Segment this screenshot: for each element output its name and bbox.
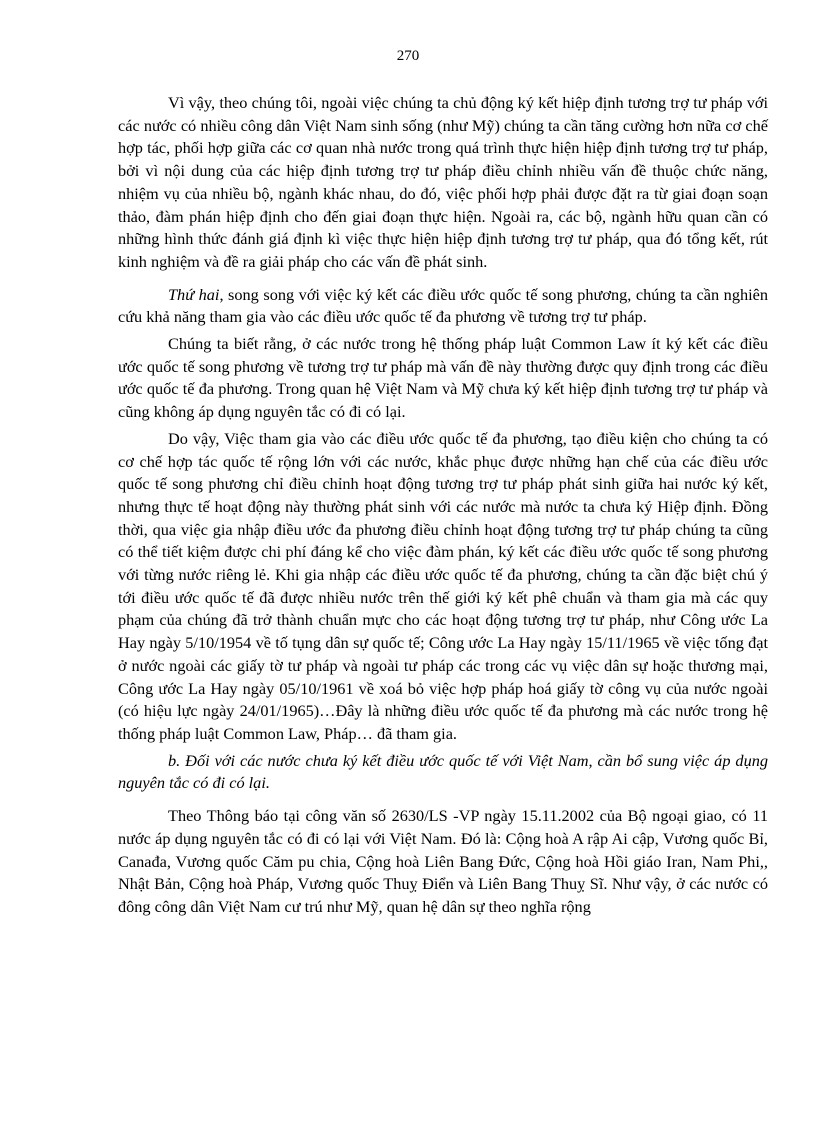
paragraph-3: Chúng ta biết rằng, ở các nước trong hệ thống pháp luật Common Law ít ký kết các điều ước quốc tế song phương về tương trợ tư pháp mà vấn đề này thường được quy định trong các điều ước quốc tế đa phương. Trong quan hệ Việt Nam và Mỹ chưa ký kết hiệp định tương trợ tư pháp và cũng không áp dụng nguyên tắc có đi có lại. (118, 334, 768, 422)
paragraph-2 (118, 284, 768, 329)
paragraph-4: Do vậy, Việc tham gia vào các điều ước quốc tế đa phương, tạo điều kiện cho chúng ta có cơ chế hợp tác quốc tế rộng lớn với các nước, khắc phục được những hạn chế của các điều ước quốc tế song phương chỉ điều chỉnh hoạt động tương trợ tư pháp phát sinh giữa hai nước ký kết, nhưng thực tế hoạt động này thường phát sinh với các nước mà nước ta chưa ký Hiệp định. Đồng thời, qua việc gia nhập điều ước đa phương điều chỉnh hoạt động tương trợ tư pháp chúng ta cũng có thể tiết kiệm được chi phí đáng kể cho việc đàm phán, ký kết các điều ước quốc tế song phương với từng nước riêng lẻ. Khi gia nhập các điều ước quốc tế đa phương, chúng ta cần đặc biệt chú ý tới điều ước quốc tế đã được nhiều nước trên thế giới ký kết phê chuẩn và tham gia mà các quy phạm của chúng đã trở thành chuẩn mực cho các hoạt động tương trợ tư pháp, như Công ước La Hay ngày 5/10/1954 về tố tụng dân sự quốc tế; Công ước La Hay ngày 15/11/1965 về việc tống đạt ở nước ngoài các giấy tờ tư pháp và ngoài tư pháp các trong các vụ việc dân sự hoặc thương mại, Công ước La Hay ngày 05/10/1961 về xoá bỏ việc hợp pháp hoá giấy tờ công vụ của nước ngoài (có hiệu lực ngày 24/01/1965)…Đây là những điều ước quốc tế đa phương mà các nước trong hệ thống pháp luật Common Law, Pháp… đã tham gia. (118, 428, 768, 743)
paragraph-1: Vì vậy, theo chúng tôi, ngoài việc chúng ta chủ động ký kết hiệp định tương trợ tư pháp với các nước có nhiều công dân Việt Nam sinh sống (như Mỹ) chúng ta cần tăng cường hơn nữa cơ chế hợp tác, phối hợp giữa các cơ quan nhà nước trong quá trình thực hiện hiệp định tương trợ tư pháp, bởi vì nội dung của các hiệp định tương trợ tư pháp điều chỉnh nhiều vấn đề thuộc chức năng, nhiệm vụ của nhiều bộ, ngành khác nhau, do đó, việc phối hợp phải được đặt ra từ giai đoạn soạn thảo, đàm phán hiệp định cho đến giai đoạn thực hiện. Ngoài ra, các bộ, ngành hữu quan cần có những hình thức đánh giá định kì việc thực hiện hiệp định tương trợ tư pháp, qua đó tổng kết, rút kinh nghiệm và đề ra giải pháp cho các vấn đề phát sinh. (118, 93, 768, 271)
document-body (118, 92, 768, 919)
section-heading-b: b. Đối với các nước chưa ký kết điều ước quốc tế với Việt Nam, cần bổ sung việc áp dụng nguyên tắc có đi có lại. (118, 750, 768, 793)
page-number: 270 (396, 48, 420, 64)
paragraph-6: Theo Thông báo tại công văn số 2630/LS -VP ngày 15.11.2002 của Bộ ngoại giao, có 11 nước áp dụng nguyên tắc có đi có lại với Việt Nam. Đó là: Cộng hoà A rập Ai cập, Vương quốc Bỉ, Canađa, Vương quốc Căm pu chia, Cộng hoà Liên Bang Đức, Cộng hoà Hồi giáo Iran, Nam Phi,, Nhật Bản, Cộng hoà Pháp, Vương quốc Thuỵ Điển và Liên Bang Thuỵ Sĩ. Như vậy, ở các nước có đông công dân Việt Nam cư trú như Mỹ, quan hệ dân sự theo nghĩa rộng (118, 806, 768, 916)
paragraph-2-text: , song song với việc ký kết các điều ước quốc tế song phương, chúng ta cần nghiên cứu khả năng tham gia vào các điều ước quốc tế đa phương về tương trợ tư pháp. (118, 284, 768, 327)
paragraph-2-lead: Thứ hai (168, 284, 220, 304)
